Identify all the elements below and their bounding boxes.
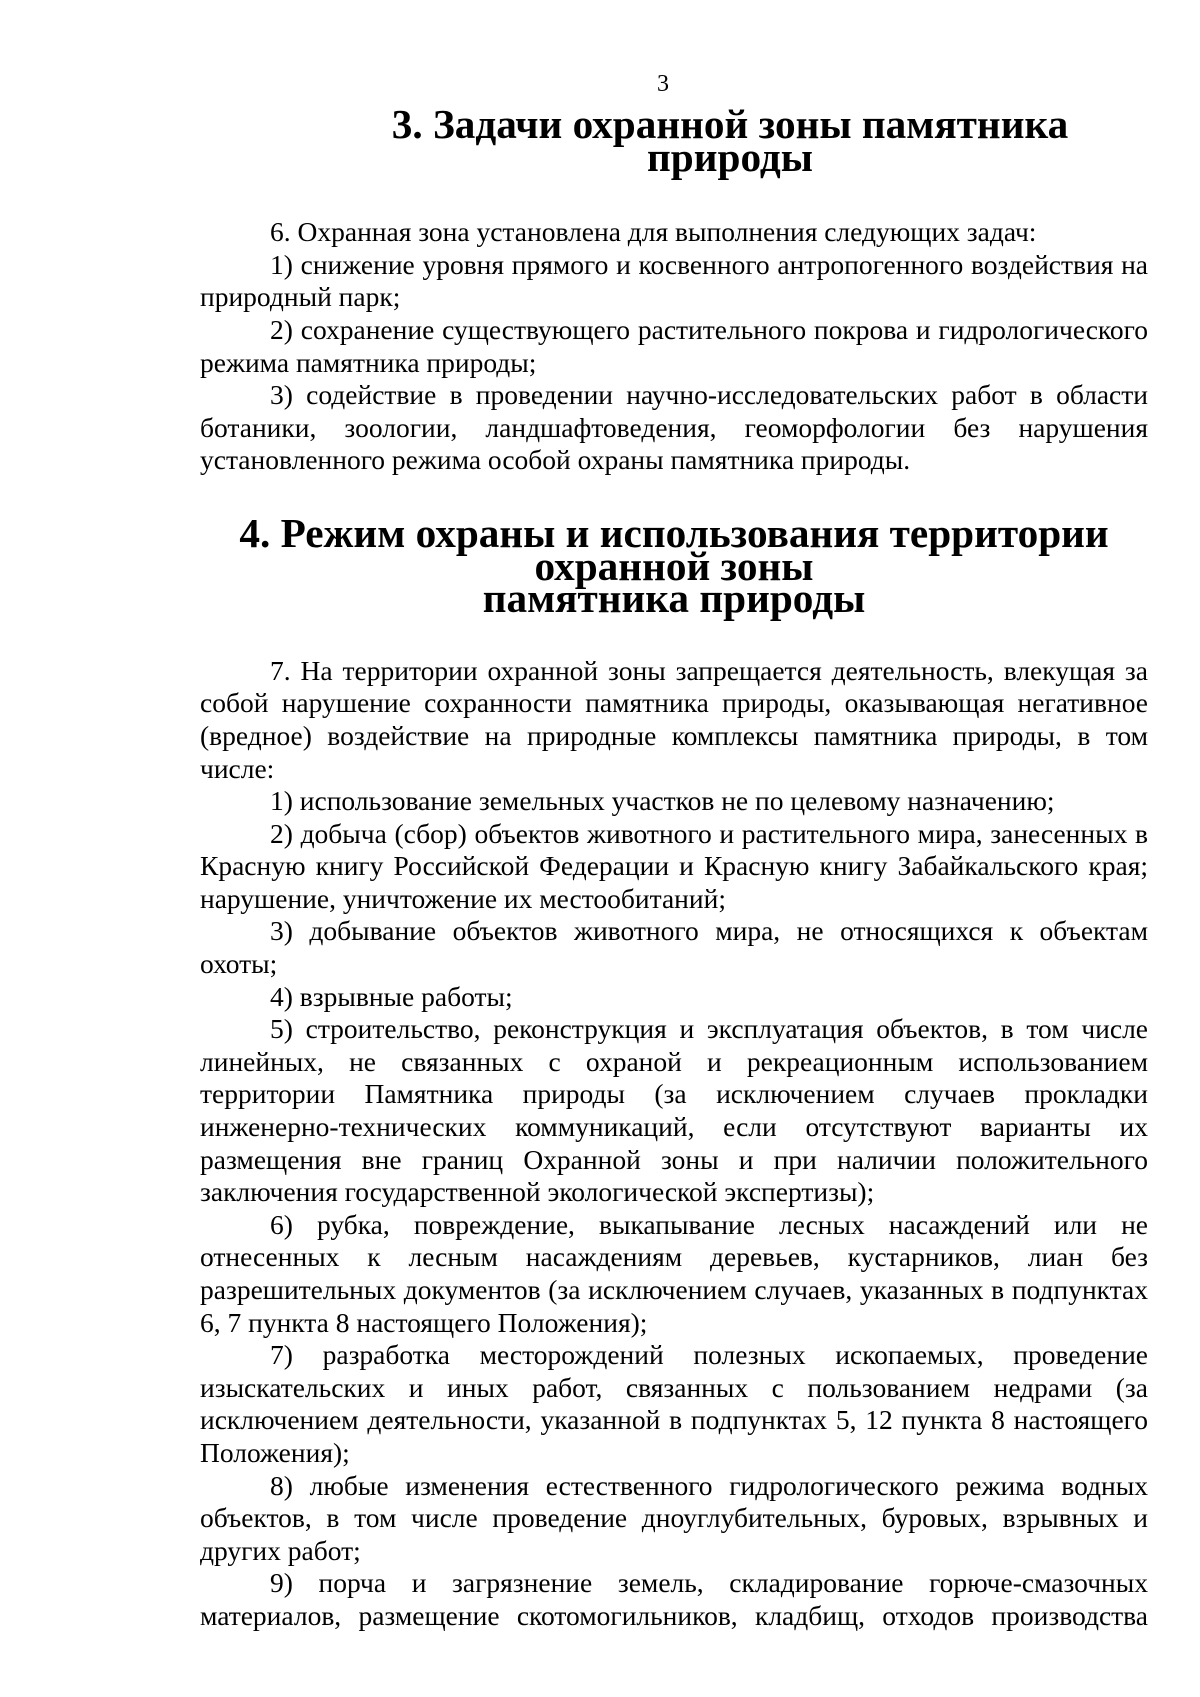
task-item-3: 3) содействие в проведении научно-исследовательских работ в области ботаники, зоологии, ландшафтоведения, геоморфологии без нарушения установленного режима особой охраны памятника природы. xyxy=(200,379,1148,476)
prohibition-item-9: 9) порча и загрязнение земель, складирование горюче-смазочных материалов, размещение скотомогильников, кладбищ, отходов производства xyxy=(200,1567,1148,1631)
task-item-1: 1) снижение уровня прямого и косвенного антропогенного воздействия на природный парк; xyxy=(200,248,1148,313)
document-body xyxy=(200,101,1148,1633)
section-4-heading-line-2: памятника природы xyxy=(482,575,866,622)
page-number-text: 3 xyxy=(657,71,669,97)
section-3-heading: 3. Задачи охранной зоны памятника природы xyxy=(391,101,1069,180)
section-4-heading xyxy=(200,509,1148,622)
prohibition-item-8: 8) любые изменения естественного гидрологического режима водных объектов, в том числе проведение дноуглубительных, буровых, взрывных и других работ; xyxy=(200,1469,1148,1566)
prohibition-item-4: 4) взрывные работы; xyxy=(270,980,513,1012)
prohibition-item-1: 1) использование земельных участков не по целевому назначению; xyxy=(270,785,1055,817)
section-4-heading-line-1: 4. Режим охраны и использования территории охранной зоны xyxy=(239,509,1109,589)
prohibition-item-5: 5) строительство, реконструкция и эксплуатация объектов, в том числе линейных, не связанных с охраной и рекреационным использованием территории Памятника природы (за исключением случаев прокладки инженерно-технических коммуникаций, если отсутствуют варианты их размещения вне границ Охранной зоны и при наличии положительного заключения государственной экологической экспертизы); xyxy=(200,1013,1148,1208)
prohibition-item-3: 3) добывание объектов животного мира, не относящихся к объектам охоты; xyxy=(200,915,1148,980)
page-number xyxy=(70,70,1200,98)
task-item-2: 2) сохранение существующего растительного покрова и гидрологического режима памятника природы; xyxy=(200,313,1148,378)
prohibition-item-7: 7) разработка месторождений полезных ископаемых, проведение изыскательских и иных работ, связанных с пользованием недрами (за исключением деятельности, указанной в подпунктах 5, 12 пункта 8 настоящего Положения); xyxy=(200,1339,1148,1468)
prohibition-item-2: 2) добыча (сбор) объектов животного и растительного мира, занесенных в Красную книгу Российской Федерации и Красную книгу Забайкальского края; нарушение, уничтожение их местообитаний; xyxy=(200,817,1148,914)
paragraph-6: 6. Охранная зона установлена для выполнения следующих задач: xyxy=(270,216,1037,248)
prohibition-item-6: 6) рубка, повреждение, выкапывание лесных насаждений или не отнесенных к лесным насаждениям деревьев, кустарников, лиан без разрешительных документов (за исключением случаев, указанных в подпунктах 6, 7 пункта 8 настоящего Положения); xyxy=(200,1208,1148,1338)
paragraph-7: 7. На территории охранной зоны запрещается деятельность, влекущая за собой нарушение сохранности памятника природы, оказывающая негативное (вредное) воздействие на природные комплексы памятника природы, в том числе: xyxy=(200,654,1148,784)
